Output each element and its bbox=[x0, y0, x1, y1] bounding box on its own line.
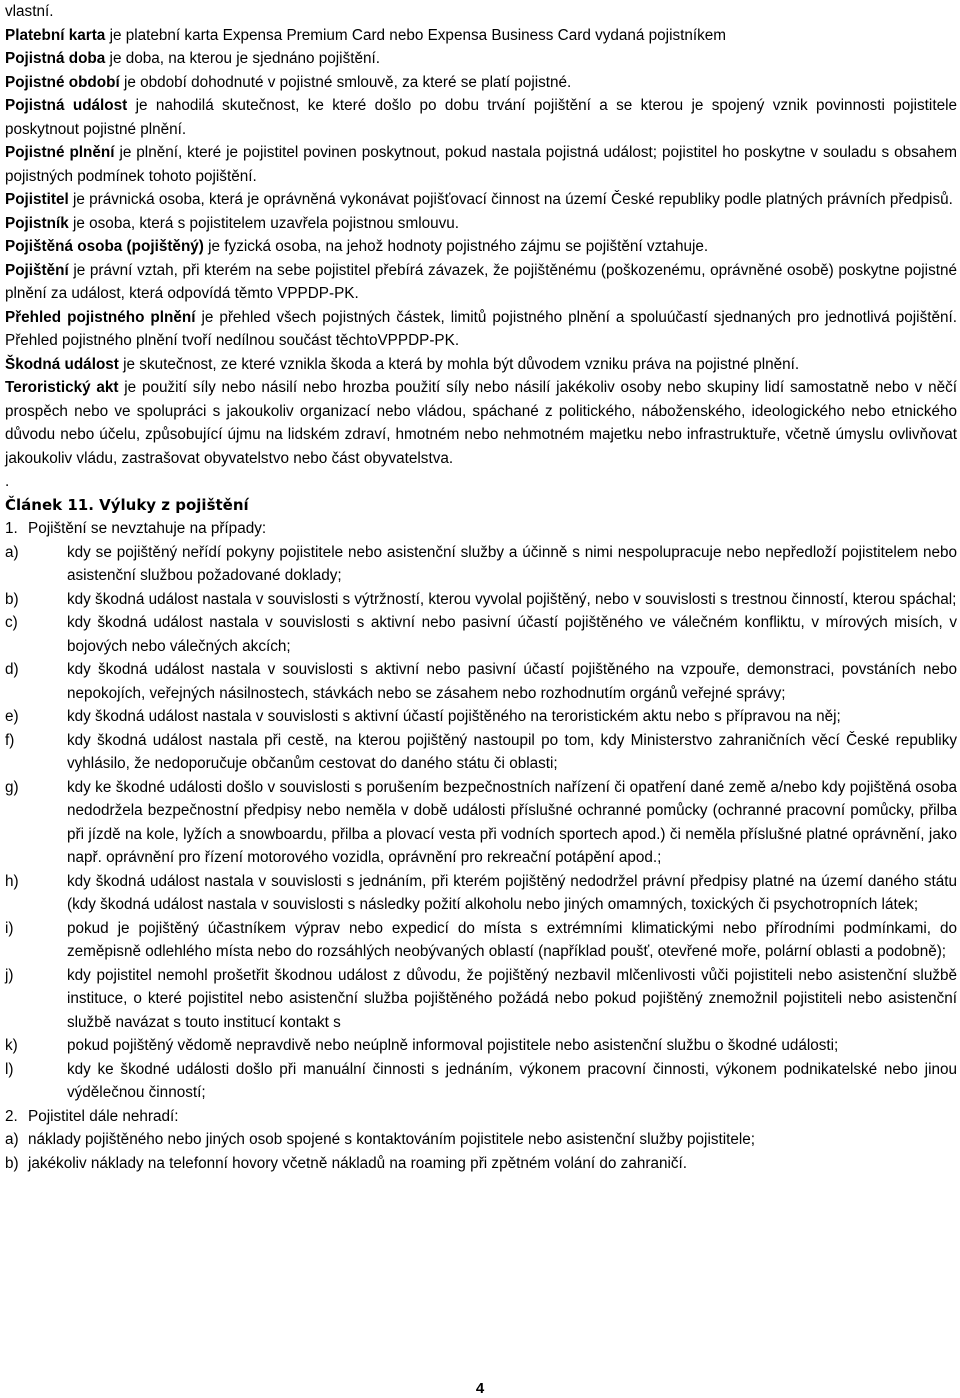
item-text: jakékoliv náklady na telefonní hovory včetně nákladů na roaming při zpětném volání do zahraničí. bbox=[28, 1154, 688, 1172]
section-text: Pojistitel dále nehradí: bbox=[28, 1107, 179, 1125]
definition-term: Pojistitel bbox=[5, 191, 69, 208]
definition-term: Pojistná událost bbox=[5, 97, 128, 114]
list-item bbox=[5, 658, 957, 705]
item-label: b) bbox=[5, 590, 19, 608]
definition-text: je fyzická osoba, na jehož hodnoty pojistného zájmu se pojištění vztahuje. bbox=[203, 238, 709, 255]
item-label: g) bbox=[5, 778, 19, 796]
item-text: kdy škodná událost nastala v souvislosti s aktivní nebo pasivní účastí pojištěného na vzpouře, demonstraci, povstáních nebo nepokojích, veřejných násilnostech, stávkách nebo se zásahem nebo rozhodnutím orgánů veřejné správy; bbox=[67, 661, 957, 702]
document-page bbox=[5, 0, 957, 1175]
definition bbox=[5, 24, 957, 48]
definition bbox=[5, 259, 957, 306]
item-text: kdy se pojištěný neřídí pokyny pojistitele nebo asistenční služby a účinně s nimi nespolupracuje nebo nepředloží pojistitelem nebo asistenční službou požadované doklady; bbox=[67, 543, 957, 584]
definition-text: je období dohodnuté v pojistné smlouvě, za které se platí pojistné. bbox=[119, 73, 572, 91]
item-text: kdy škodná událost nastala v souvislosti s jednáním, při kterém pojištěný nedodržel právní předpisy platné na území daného státu (kdy škodná událost nastala v souvislosti s následky požití alkoholu nebo jiných omamných, toxických či psychotropních látek; bbox=[67, 872, 957, 913]
item-label: f) bbox=[5, 731, 15, 749]
item-text: kdy ke škodné události došlo v souvislosti s porušením bezpečnostních nařízení či opatření dané země a/nebo kdy pojištěná osoba nedodržela bezpečnostní předpisy nebo neměla v době události příslušné ochranné pomůcky (ochranné pracovní pomůcky, přilba při jízdě na kole, lyžích a snowboardu, přilba a plovací vesta při vodních sportech apod.) či neměla příslušné platné oprávnění, jako např. oprávnění pro řízení motorového vozidla, oprávnění pro rekreační potápění apod.; bbox=[67, 778, 957, 866]
item-label: d) bbox=[5, 661, 19, 678]
definition-term: Přehled pojistného plnění bbox=[5, 308, 196, 326]
definition-text: vlastní. bbox=[5, 3, 54, 20]
definition-text: je přehled všech pojistných částek, limitů pojistného plnění a spoluúčastí sjednaných pro jednotlivá pojištění. Přehled pojistného plnění tvoří nedílnou součást těchtoVPPDP-PK. bbox=[5, 308, 957, 349]
definition bbox=[5, 141, 957, 188]
definition-term: Pojištěná osoba (pojištěný) bbox=[5, 238, 204, 255]
definition bbox=[5, 47, 957, 71]
list-item bbox=[5, 917, 957, 964]
definition-text: je doba, na kterou je sjednáno pojištění. bbox=[105, 50, 380, 67]
item-text: kdy škodná událost nastala při cestě, na kterou pojištěný nastoupil po tom, kdy Ministerstvo zahraničních věcí České republiky vyhlásilo, že nedoporučuje občanům cestovat do daného státu či oblasti; bbox=[67, 731, 957, 772]
list-item bbox=[5, 1152, 957, 1176]
definition-term: Škodná událost bbox=[5, 355, 119, 373]
definition-text: je skutečnost, ze které vznikla škoda a která by mohla být důvodem vzniku práva na pojistné plnění. bbox=[118, 355, 800, 373]
definition-text: je plnění, které je pojistitel povinen poskytnout, pokud nastala pojistná událost; pojistitel ho poskytne v souladu s obsahem pojistných podmínek tohoto pojištění. bbox=[5, 144, 957, 185]
item-label: i) bbox=[5, 919, 14, 937]
list-item bbox=[5, 541, 957, 588]
item-label: a) bbox=[5, 543, 19, 561]
separator: . bbox=[5, 473, 10, 490]
list-item bbox=[5, 1128, 957, 1152]
definition-term: Pojistník bbox=[5, 214, 69, 232]
definition-term: Pojištění bbox=[5, 261, 69, 279]
item-label: h) bbox=[5, 872, 19, 890]
item-label: k) bbox=[5, 1037, 18, 1054]
article-title: Článek 11. Výluky z pojištění bbox=[5, 495, 249, 514]
item-text: pokud pojištěný vědomě nepravdivě nebo neúplně informoval pojistitele nebo asistenční službu o škodné události; bbox=[67, 1037, 839, 1054]
item-text: kdy ke škodné události došlo při manuální činnosti s jednáním, výkonem pracovní činnosti, výkonem podnikatelské nebo jinou výdělečnou činností; bbox=[67, 1060, 957, 1101]
item-label: c) bbox=[5, 614, 18, 631]
definition-text: je osoba, která s pojistitelem uzavřela pojistnou smlouvu. bbox=[68, 214, 460, 232]
section-number: 2. bbox=[5, 1107, 18, 1125]
page-number: 4 bbox=[475, 1380, 485, 1397]
definition bbox=[5, 376, 957, 470]
list-item bbox=[5, 1034, 957, 1058]
section-heading-1 bbox=[5, 517, 957, 541]
list-item bbox=[5, 964, 957, 1035]
definition bbox=[5, 94, 957, 141]
definition-text: je nahodilá skutečnost, ke které došlo po dobu trvání pojištění a se kterou je spojený vznik povinnosti pojistitele poskytnout pojistné plnění. bbox=[5, 97, 957, 138]
item-text: pokud je pojištěný účastníkem výprav nebo expedicí do místa s extrémními klimatickými nebo přírodními podmínkami, do zeměpisně odlehlého místa nebo do rozsáhlých neobývaných oblastí (například poušť, otevřené moře, polární oblasti a podobně); bbox=[67, 919, 957, 960]
exclusions-list bbox=[5, 541, 957, 1105]
list-item bbox=[5, 729, 957, 776]
definition bbox=[5, 188, 957, 212]
definition-text: je právní vztah, při kterém na sebe pojistitel přebírá závazek, že pojištěnému (poškozenému, oprávněné osobě) poskytne pojistné plnění za událost, která odpovídá těmto VPPDP-PK. bbox=[5, 261, 957, 302]
list-item bbox=[5, 705, 957, 729]
definition bbox=[5, 0, 957, 24]
definition bbox=[5, 353, 957, 377]
item-label: b) bbox=[5, 1154, 19, 1172]
costs-list bbox=[5, 1128, 957, 1175]
item-text: kdy pojistitel nemohl prošetřit škodnou událost z důvodu, že pojištěný nezbavil mlčenlivosti vůči pojistiteli nebo asistenční službě instituce, o které pojistitel nebo asistenční služba pojištěného požádá nebo pokud pojištěný znemožnil pojistiteli nebo asistenční službě navázat s touto institucí kontakt s bbox=[67, 966, 957, 1031]
definition bbox=[5, 306, 957, 353]
definition-text: je právnická osoba, která je oprávněná vykonávat pojišťovací činnost na území České republiky podle platných právních předpisů. bbox=[68, 191, 953, 208]
list-item bbox=[5, 611, 957, 658]
item-text: kdy škodná událost nastala v souvislosti s aktivní nebo pasivní účastí pojištěného ve válečném konfliktu, v mírových misích, v bojových nebo válečných akcích; bbox=[67, 614, 957, 655]
list-item bbox=[5, 588, 957, 612]
definitions-list bbox=[5, 0, 957, 470]
definition-text: je použití síly nebo násilí nebo hrozba použití síly nebo násilí jakékoliv osoby nebo skupiny lidí samostatně nebo v něčí prospěch nebo ve spolupráci s jakoukoliv organizací nebo vládou, spáchané z politického, náboženského, ideologického nebo etnického důvodu nebo účelu, způsobující újmu na lidském zdraví, hmotném nebo nehmotném majetku nebo infrastruktuře, včetně úmyslu ovlivňovat jakoukoliv vládu, zastrašovat obyvatelstvo nebo část obyvatelstva. bbox=[5, 379, 957, 467]
definition-term: Pojistné plnění bbox=[5, 144, 115, 161]
definition bbox=[5, 235, 957, 259]
list-item bbox=[5, 1058, 957, 1105]
definition-term: Teroristický akt bbox=[5, 379, 119, 396]
list-item bbox=[5, 776, 957, 870]
item-label: j) bbox=[5, 966, 14, 984]
definition bbox=[5, 212, 957, 236]
definition-text: je platební karta Expensa Premium Card nebo Expensa Business Card vydaná pojistníkem bbox=[105, 26, 727, 44]
definition-term: Platební karta bbox=[5, 26, 106, 44]
item-label: e) bbox=[5, 708, 19, 725]
section-heading-2 bbox=[5, 1105, 957, 1129]
item-text: kdy škodná událost nastala v souvislosti s aktivní účastí pojištěného na teroristickém aktu nebo s přípravou na něj; bbox=[67, 708, 841, 725]
definition-term: Pojistné období bbox=[5, 73, 120, 91]
section-number: 1. bbox=[5, 520, 18, 537]
item-label: l) bbox=[5, 1060, 14, 1078]
definition-term: Pojistná doba bbox=[5, 50, 106, 67]
section-text: Pojištění se nevztahuje na případy: bbox=[28, 520, 267, 537]
item-text: kdy škodná událost nastala v souvislosti s výtržností, kterou vyvolal pojištěný, nebo v souvislosti s trestnou činností, kterou spáchal; bbox=[67, 590, 957, 608]
item-label: a) bbox=[5, 1131, 19, 1148]
item-text: náklady pojištěného nebo jiných osob spojené s kontaktováním pojistitele nebo asistenční služby pojistitele; bbox=[28, 1131, 756, 1148]
list-item bbox=[5, 870, 957, 917]
definition bbox=[5, 71, 957, 95]
